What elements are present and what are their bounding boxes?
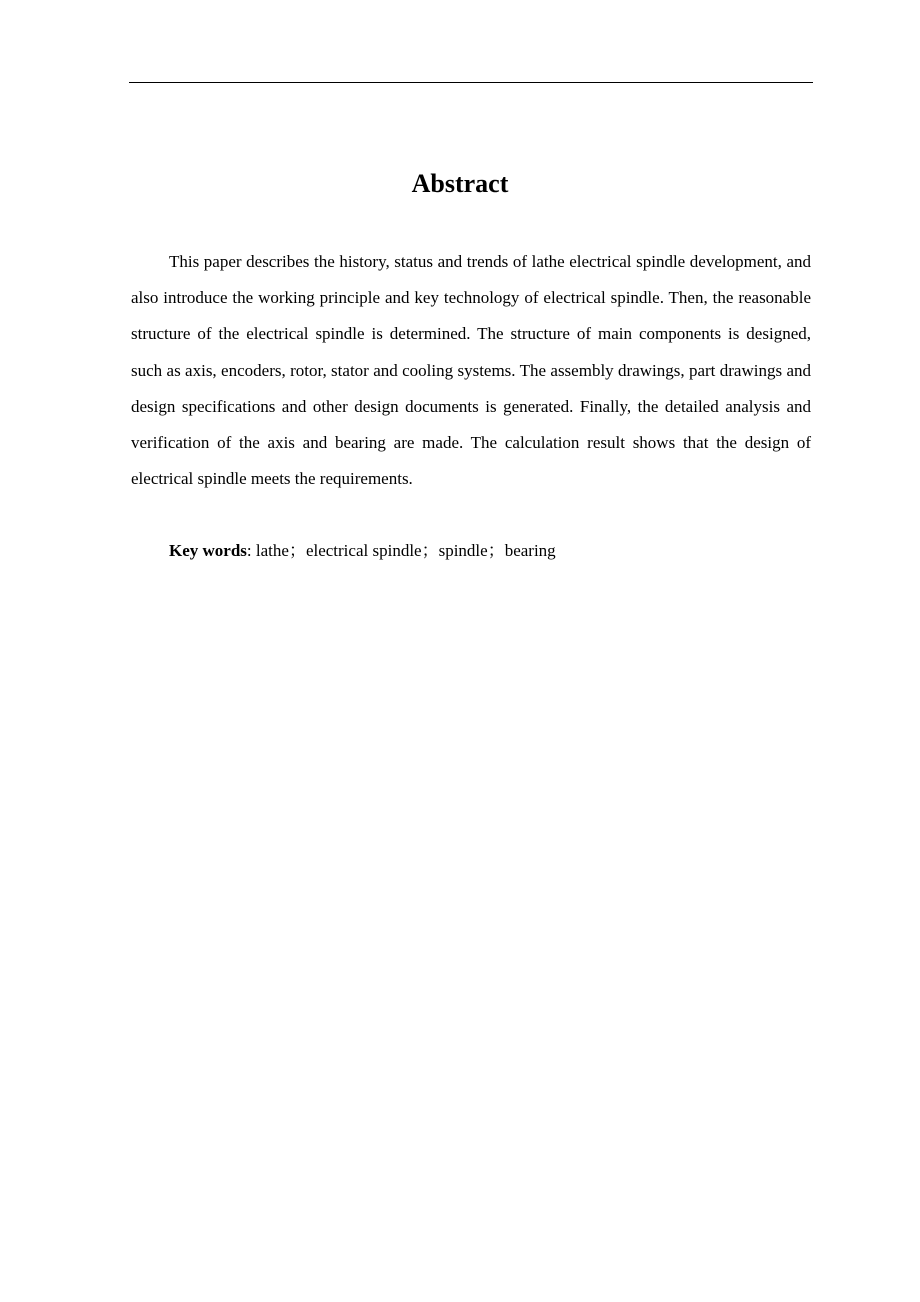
keywords-label: Key words xyxy=(169,541,247,560)
header-rule xyxy=(129,82,813,83)
page-title: Abstract xyxy=(411,169,509,198)
keywords-separator: : xyxy=(246,541,256,560)
keywords-text: lathe；electrical spindle；spindle；bearing xyxy=(255,541,556,560)
keywords-line xyxy=(169,533,809,569)
abstract-paragraph: This paper describes the history, status and trends of lathe electrical spindle development, and also introduce the working principle and key technology of electrical spindle. Then, the reasonable structure of the electrical spindle is determined. The structure of main components is designed, such as axis, encoders, rotor, stator and cooling systems. The assembly drawings, part drawings and design specifications and other design documents is generated. Finally, the detailed analysis and verification of the axis and bearing are made. The calculation result shows that the design of electrical spindle meets the requirements. xyxy=(131,252,811,489)
